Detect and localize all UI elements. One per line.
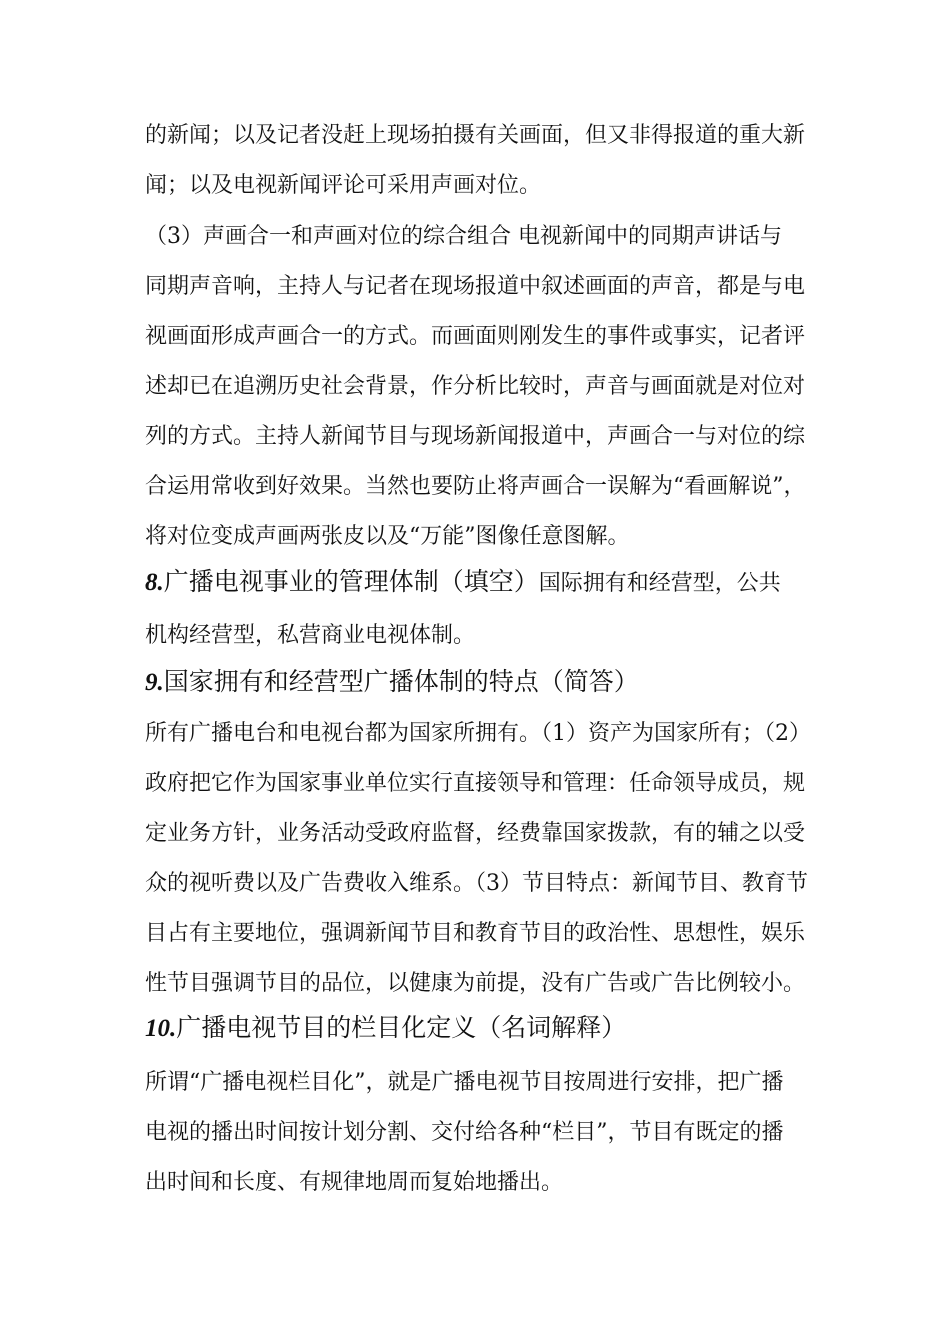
paragraph-line: 众的视听费以及广告费收入维系。（3）节目特点：新闻节目、教育节 xyxy=(145,871,808,896)
paragraph-line: 视画面形成声画合一的方式。而画面则刚发生的事件或事实，记者评 xyxy=(145,324,806,349)
paragraph-line: 所有广播电台和电视台都为国家所拥有。（1）资产为国家所有；（2） xyxy=(145,721,811,746)
paragraph-line: 所谓“广播电视栏目化”，就是广播电视节目按周进行安排，把广播 xyxy=(145,1070,784,1095)
paragraph-line: 将对位变成声画两张皮以及“万能”图像任意图解。 xyxy=(145,524,630,549)
paragraph-line: 的新闻；以及记者没赶上现场拍摄有关画面，但又非得报道的重大新 xyxy=(145,123,806,148)
paragraph-line: 性节目强调节目的品位，以健康为前提，没有广告或广告比例较小。 xyxy=(145,971,806,996)
section-number: 8. xyxy=(145,569,164,596)
paragraph-line: 列的方式。主持人新闻节目与现场新闻报道中，声画合一与对位的综 xyxy=(145,424,806,449)
section-title: 国家拥有和经营型广播体制的特点（简答） xyxy=(163,667,639,696)
paragraph-line: 出时间和长度、有规律地周而复始地播出。 xyxy=(145,1170,564,1195)
paragraph-line: 述却已在追溯历史社会背景，作分析比较时，声音与画面就是对位对 xyxy=(145,374,806,399)
paragraph-line: （3）声画合一和声画对位的综合组合 电视新闻中的同期声讲话与 xyxy=(145,224,782,249)
paragraph-line: 机构经营型，私营商业电视体制。 xyxy=(145,623,476,648)
paragraph-line: 电视的播出时间按计划分割、交付给各种“栏目”，节目有既定的播 xyxy=(145,1120,784,1145)
paragraph-line: 政府把它作为国家事业单位实行直接领导和管理：任命领导成员，规 xyxy=(145,771,806,796)
section-title: 广播电视节目的栏目化定义（名词解释） xyxy=(176,1013,627,1042)
paragraph-line: 合运用常收到好效果。当然也要防止将声画合一误解为“看画解说”， xyxy=(145,474,806,499)
section-inline-text: 国际拥有和经营型，公共 xyxy=(538,571,781,596)
section-8-heading xyxy=(145,567,781,599)
paragraph-line: 同期声音响，主持人与记者在现场报道中叙述画面的声音，都是与电 xyxy=(145,274,806,299)
paragraph-line: 定业务方针，业务活动受政府监督，经费靠国家拨款，有的辅之以受 xyxy=(145,821,806,846)
section-10-heading xyxy=(145,1013,626,1044)
section-9-heading xyxy=(145,667,639,698)
section-number: 10. xyxy=(145,1015,177,1042)
paragraph-line: 闻；以及电视新闻评论可采用声画对位。 xyxy=(145,173,542,198)
section-number: 9. xyxy=(145,669,164,696)
section-title: 广播电视事业的管理体制（填空） xyxy=(163,567,539,596)
paragraph-line: 目占有主要地位，强调新闻节目和教育节目的政治性、思想性，娱乐 xyxy=(145,921,806,946)
